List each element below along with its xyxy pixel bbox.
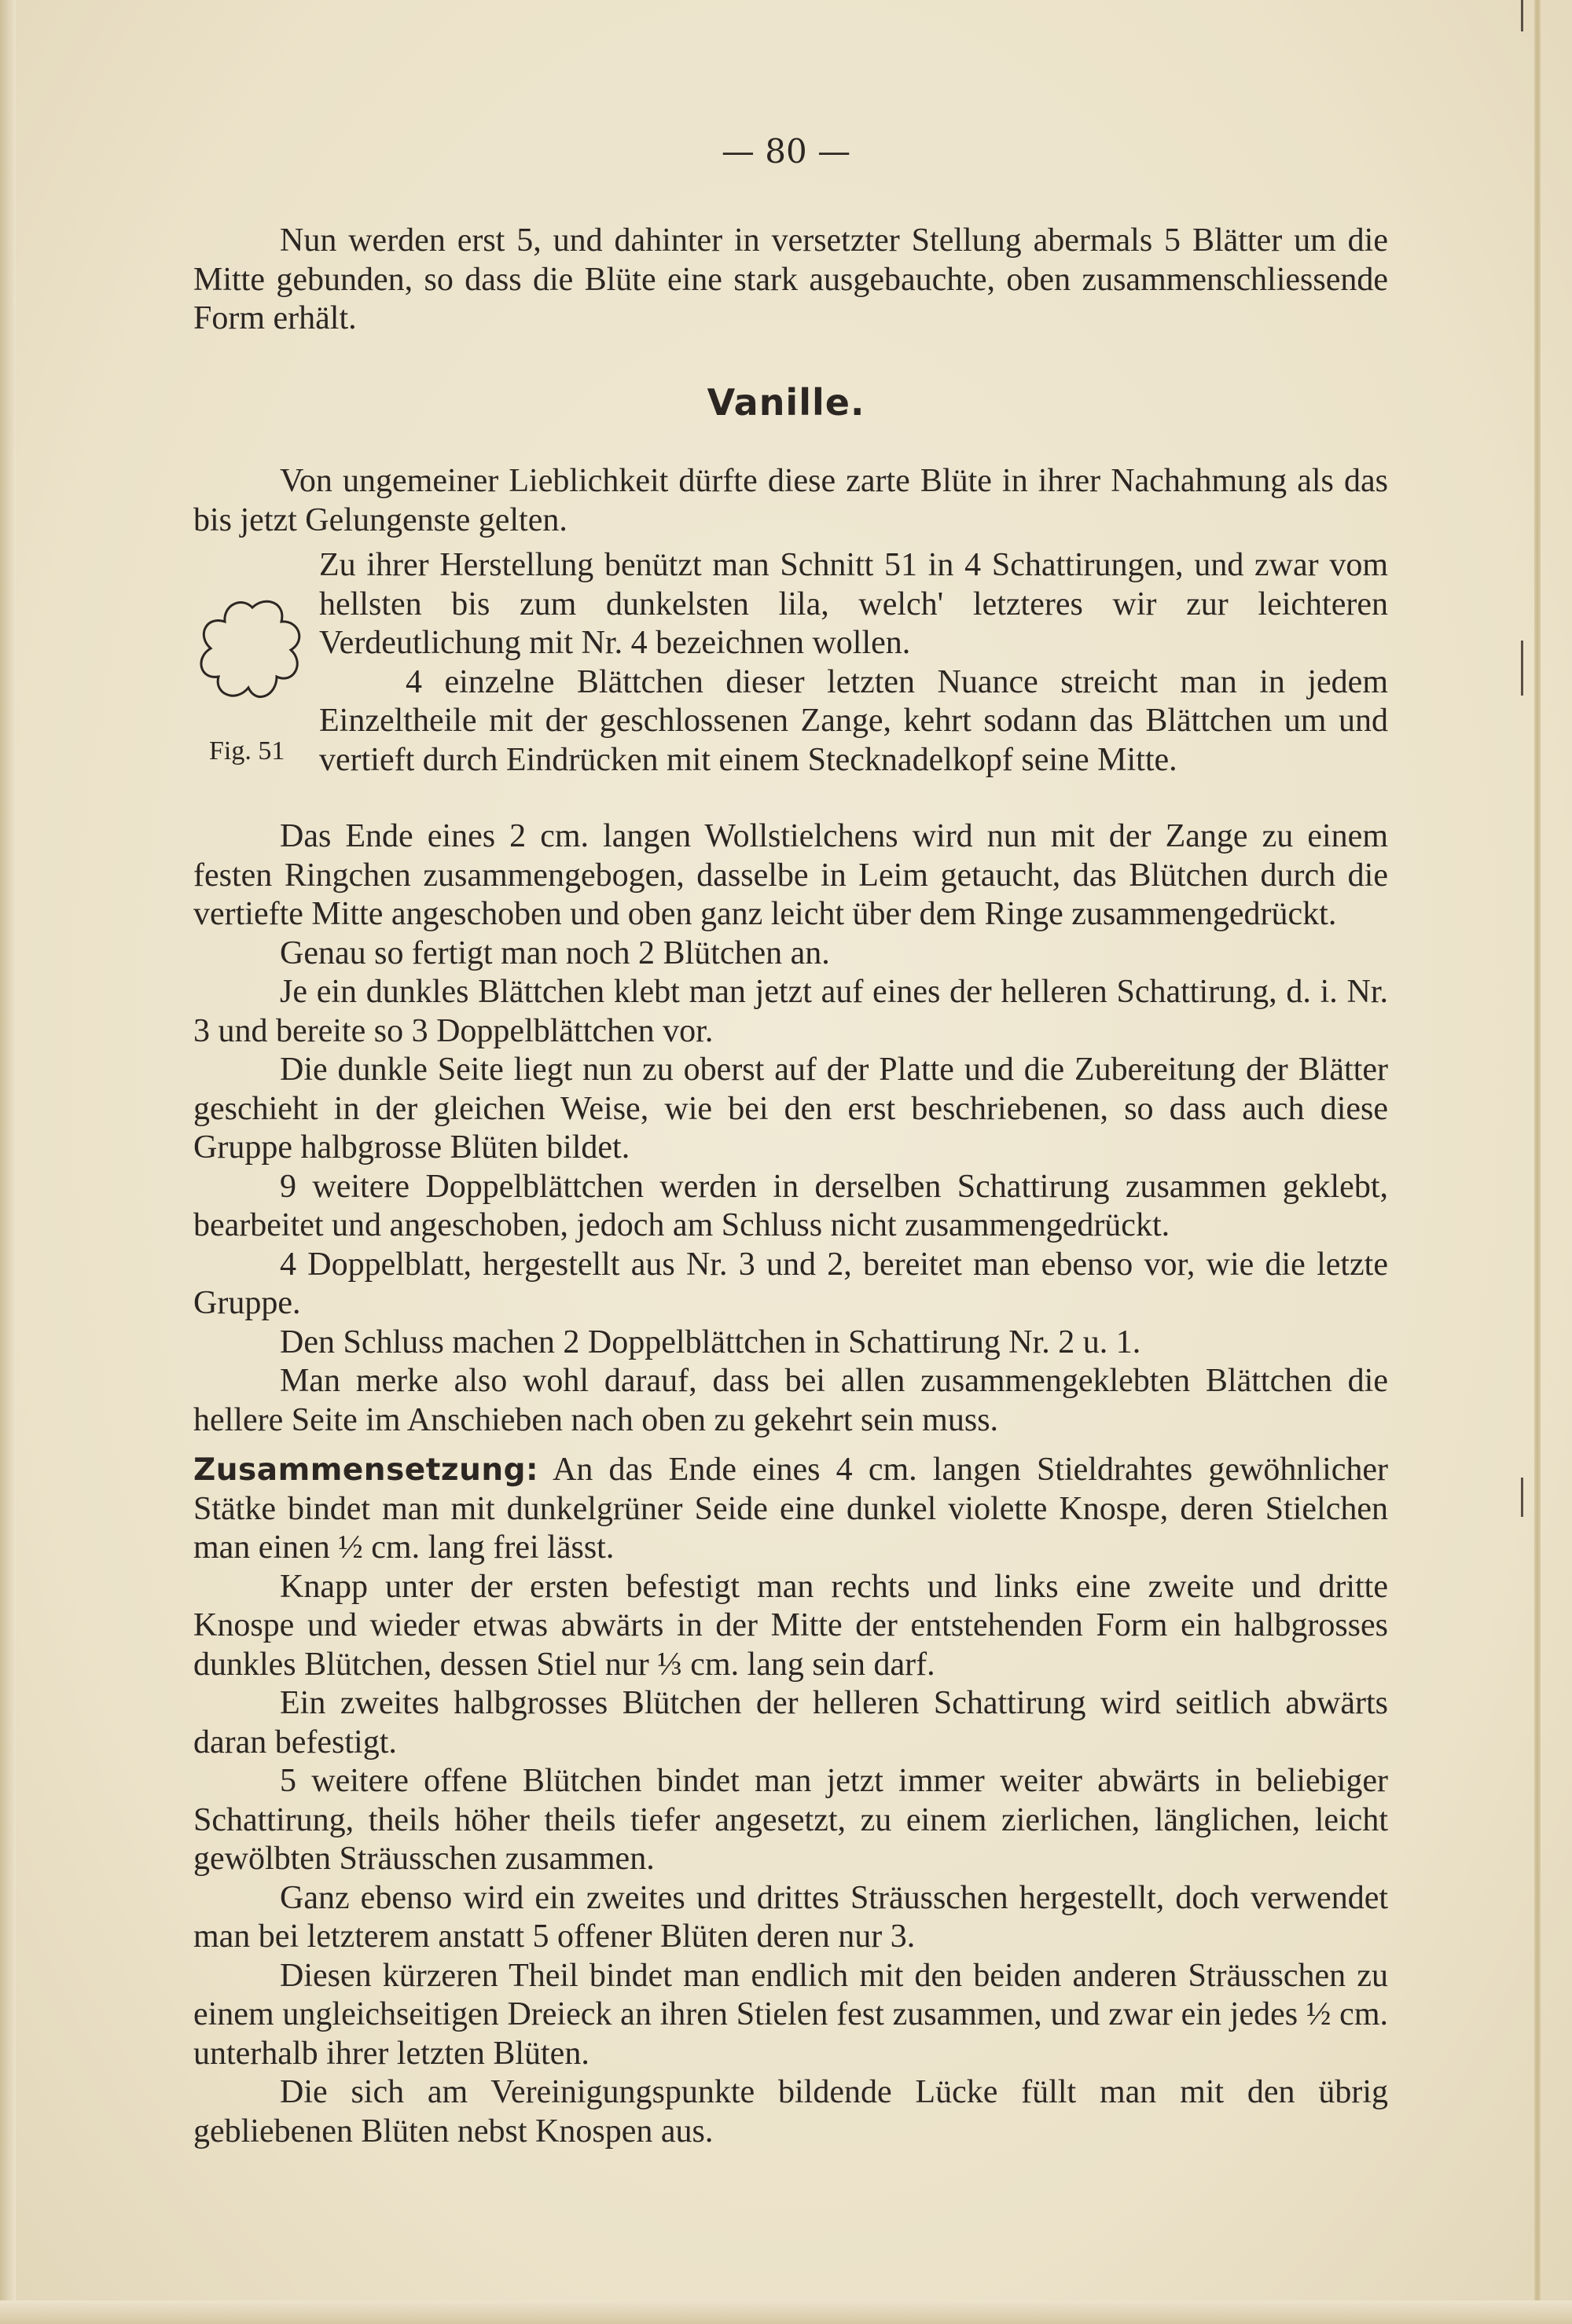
paragraph: 4 einzelne Blättchen dieser letzten Nuance streicht man in jedem Einzeltheile mit der geschlossenen Zange, kehrt sodann das Blättchen um und vertieft durch Eindrücken mit einem Stecknadelkopf seine Mitte. bbox=[319, 663, 1388, 778]
figure-label: Fig. 51 bbox=[209, 736, 285, 765]
paragraph: Zu ihrer Herstellung benützt man Schnitt 51 in 4 Schattirungen, und zwar vom hellsten bis zum dunkelsten lila, welch' letzteres wir zur leichteren Verdeutlichung mit Nr. 4 bezeichnen wollen. bbox=[319, 547, 1388, 661]
page-number: — 80 — bbox=[721, 132, 851, 171]
figure-text bbox=[319, 546, 1388, 780]
paragraph: 9 weitere Doppelblättchen werden in derselben Schattirung zusammen geklebt, bearbeitet und angeschoben, jedoch am Schluss nicht zusammengedrückt. bbox=[193, 1168, 1388, 1243]
intro-paragraph bbox=[193, 222, 1388, 339]
paragraph: Genau so fertigt man noch 2 Blütchen an. bbox=[280, 934, 830, 971]
paragraph: 5 weitere offene Blütchen bindet man jetzt immer weiter abwärts in beliebiger Schattirung, theils höher theils tiefer angesetzt, zu einem zierlichen, länglichen, leicht gewölbten Sträusschen zusammen. bbox=[193, 1763, 1388, 1877]
paragraph: Die dunkle Seite liegt nun zu oberst auf der Platte und die Zubereitung der Blätter geschieht in der gleichen Weise, wie bei den erst beschriebenen, so dass auch diese Gruppe halbgrosse Blüten bildet. bbox=[193, 1052, 1388, 1166]
page-left-edge bbox=[0, 0, 16, 2324]
paragraph: Man merke also wohl darauf, dass bei allen zusammengeklebten Blättchen die hellere Seite im Anschieben nach oben zu gekehrt sein muss. bbox=[193, 1363, 1388, 1438]
assembly-label: Zusammensetzung: bbox=[193, 1452, 539, 1488]
paragraph: Knapp unter der ersten befestigt man rechts und links eine zweite und dritte Knospe und wieder etwas abwärts in der Mitte der entstehenden Form ein halbgrosses dunkles Blütchen, dessen Stiel nur ⅓ cm. lang sein darf. bbox=[193, 1568, 1388, 1683]
figure-block bbox=[193, 546, 1388, 780]
paragraph: Von ungemeiner Lieblichkeit dürfte diese zarte Blüte in ihrer Nachahmung als das bis jetzt Gelungenste gelten. bbox=[193, 463, 1388, 538]
page-bottom-edge bbox=[0, 2300, 1572, 2324]
flower-cut-figure bbox=[193, 592, 311, 710]
paragraph: Das Ende eines 2 cm. langen Wollstielchens wird nun mit der Zange zu einem festen Ringchen zusammengebogen, dasselbe in Leim getaucht, das Blütchen durch die vertiefte Mitte angeschoben und oben ganz leicht über dem Ringe zusammengedrückt. bbox=[193, 818, 1388, 932]
main-text bbox=[193, 817, 1388, 2151]
paragraph: Ganz ebenso wird ein zweites und drittes Sträusschen hergestellt, doch verwendet man bei letzterem anstatt 5 offener Blüten deren nur 3. bbox=[193, 1879, 1388, 1955]
paragraph: Die sich am Vereinigungspunkte bildende Lücke füllt man mit den übrig gebliebenen Blüten nebst Knospen aus. bbox=[193, 2074, 1388, 2150]
assembly-text: An das Ende eines 4 cm. langen Stieldrahtes gewöhnlicher Stätke bindet man mit dunkelgrüner Seide eine dunkel violette Knospe, deren Stielchen man einen ½ cm. lang frei lässt. bbox=[193, 1452, 1389, 1566]
paragraph: Diesen kürzeren Theil bindet man endlich mit den beiden anderen Sträusschen zu einem ungleichseitigen Dreieck an ihren Stielen fest zusammen, und zwar ein jedes ½ cm. unterhalb ihrer letzten Blüten. bbox=[193, 1957, 1388, 2072]
section-heading: Vanille. bbox=[707, 381, 865, 424]
paragraph: Den Schluss machen 2 Doppelblättchen in Schattirung Nr. 2 u. 1. bbox=[280, 1324, 1141, 1360]
paragraph: 4 Doppelblatt, hergestellt aus Nr. 3 und 2, bereitet man ebenso vor, wie die letzte Gruppe. bbox=[193, 1246, 1388, 1321]
paragraph: Ein zweites halbgrosses Blütchen der helleren Schattirung wird seitlich abwärts daran befestigt. bbox=[193, 1685, 1388, 1760]
paragraph bbox=[193, 1451, 1388, 1568]
page-spine bbox=[1534, 0, 1541, 2324]
paragraph: Je ein dunkles Blättchen klebt man jetzt auf eines der helleren Schattirung, d. i. Nr. 3 und bereite so 3 Doppelblättchen vor. bbox=[193, 974, 1388, 1049]
edge-mark bbox=[1521, 641, 1523, 696]
vanille-intro bbox=[193, 462, 1388, 540]
paragraph: Nun werden erst 5, und dahinter in versetzter Stellung abermals 5 Blätter um die Mitte gebunden, so dass die Blüte eine stark ausgebauchte, oben zusammenschliessende Form erhält. bbox=[193, 222, 1388, 336]
edge-mark bbox=[1521, 1478, 1523, 1517]
edge-mark bbox=[1521, 0, 1523, 31]
